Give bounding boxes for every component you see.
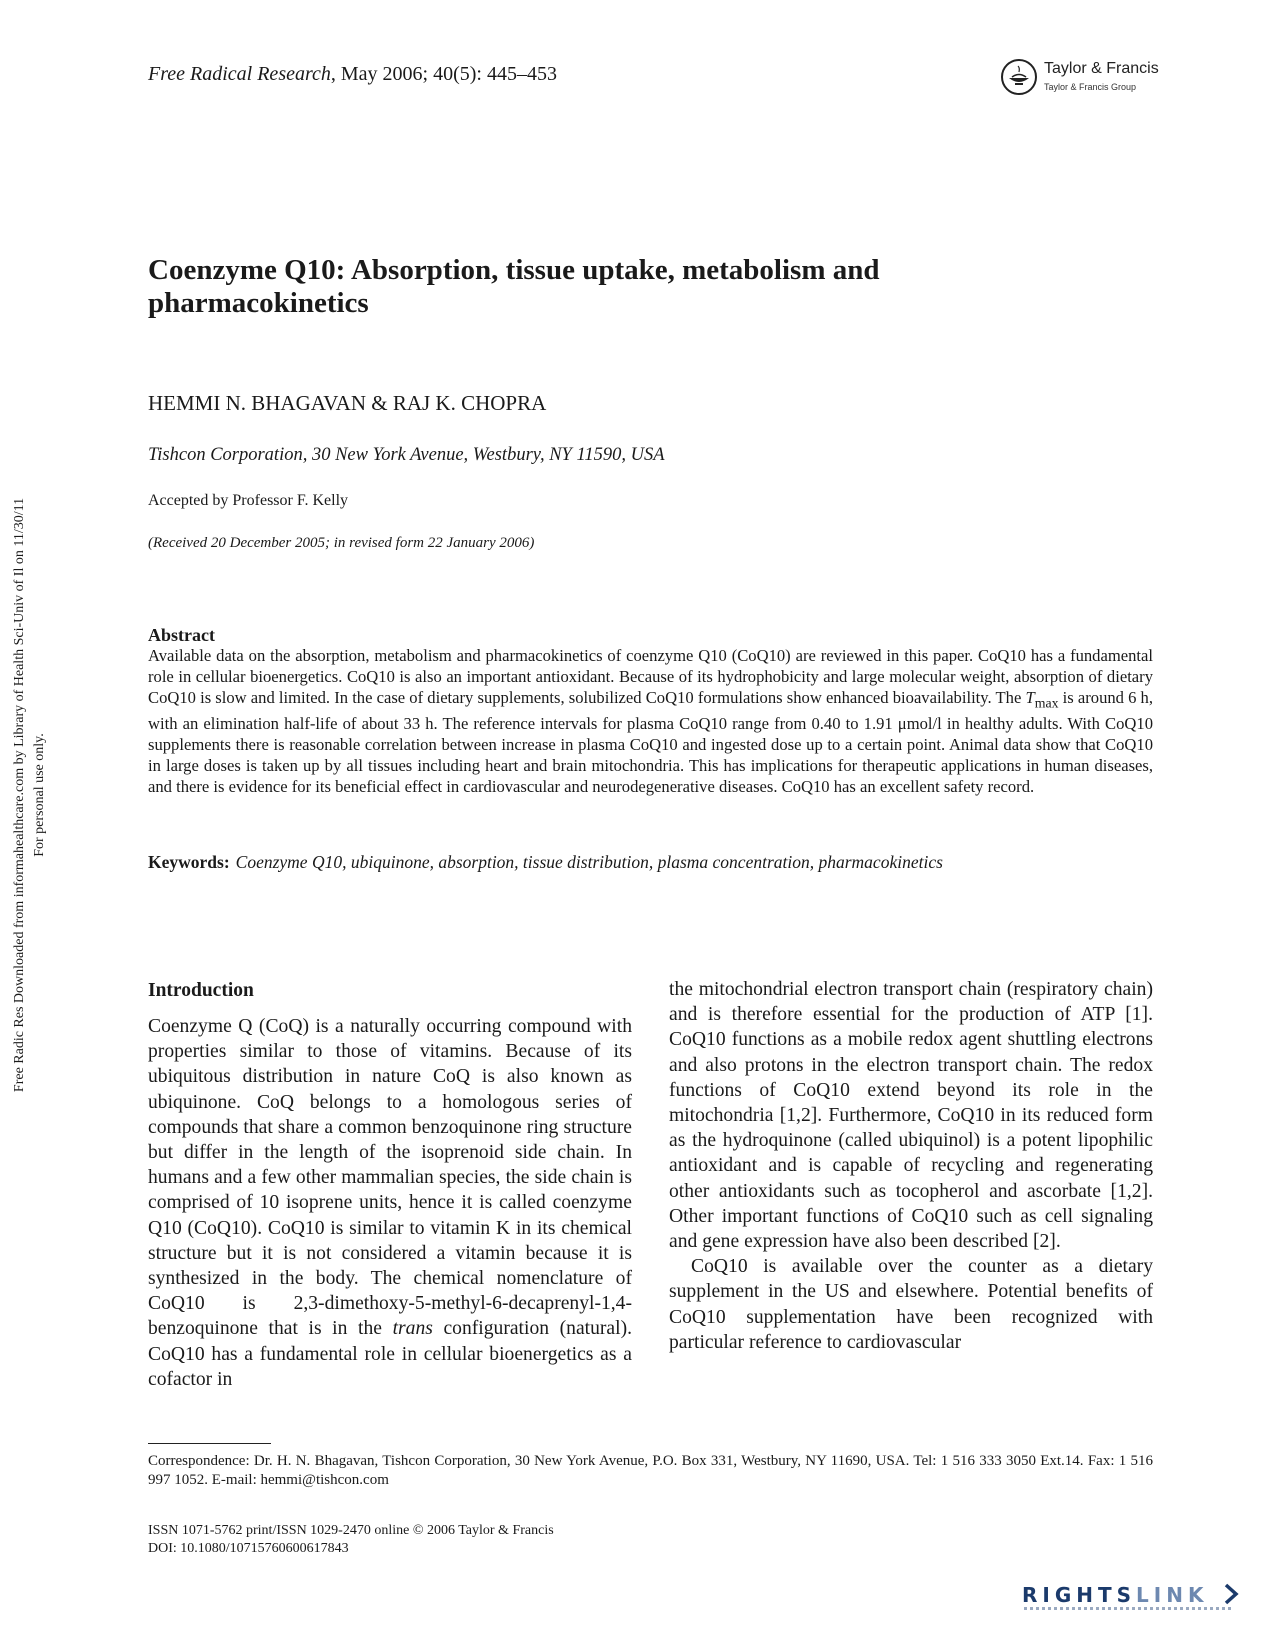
journal-citation bbox=[148, 63, 557, 86]
keywords-label: Keywords: bbox=[148, 852, 230, 872]
teapot-lamp-logo-icon bbox=[1000, 58, 1038, 96]
intro-col2-paragraph-1: the mitochondrial electron transport chain (respiratory chain) and is therefore essential for the production of ATP [1]. CoQ10 functions as a mobile redox agent shuttling electrons and also protons in the electron transport chain. The redox functions of CoQ10 extend beyond its role in the mitochondria [1,2]. Furthermore, CoQ10 in its reduced form as the hydroquinone (called ubiquinol) is a potent lipophilic antioxidant and is capable of recycling and regenerating other antioxidants such as tocopherol and ascorbate [1,2]. Other important functions of CoQ10 such as cell signaling and gene expression have also been described [2]. bbox=[669, 979, 1153, 1253]
journal-volume-pages: , May 2006; 40(5): 445–453 bbox=[330, 63, 557, 85]
issn: ISSN 1071-5762 print/ISSN 1029-2470 online © 2006 Taylor & Francis bbox=[148, 1523, 554, 1538]
journal-title: Free Radical Research bbox=[148, 63, 331, 85]
rightslink-logo[interactable] bbox=[1022, 1583, 1262, 1613]
rightslink-wordmark bbox=[1022, 1583, 1208, 1607]
authors: HEMMI N. BHAGAVAN & RAJ K. CHOPRA bbox=[148, 391, 547, 415]
publisher-logo bbox=[1000, 58, 1160, 98]
download-note-line-2: For personal use only. bbox=[32, 733, 47, 857]
download-note-line-1: Free Radic Res Downloaded from informahealthcare.com by Library of Health Sci-Univ of Il on 11/30/11 bbox=[12, 497, 27, 1093]
publisher-name: Taylor & Francis bbox=[1044, 60, 1159, 77]
intro-col1-text: Coenzyme Q (CoQ) is a naturally occurring compound with properties similar to those of vitamins. Because of its ubiquitous distribution in nature CoQ is also known as ubiquinone. CoQ belongs to a homologous series of compounds that share a common benzoquinone ring structure but differ in the length of the isoprenoid side chain. In humans and a few other mammalian species, the side chain is comprised of 10 isoprene units, hence it is called coenzyme Q10 (CoQ10). CoQ10 is similar to vitamin K in its chemical structure but it is not considered a vitamin because it is synthesized in the body. The chemical nomenclature of CoQ10 is 2,3-dimethoxy-5-methyl-6-decaprenyl-1,4-benzoquinone that is in the bbox=[148, 1016, 632, 1340]
issn-doi-block bbox=[148, 1522, 554, 1558]
body-column-right bbox=[669, 977, 1153, 1355]
footnote-divider bbox=[148, 1443, 271, 1444]
publisher-group: Taylor & Francis Group bbox=[1044, 82, 1137, 92]
chevron-right-icon bbox=[1222, 1582, 1242, 1606]
download-watermark-note bbox=[10, 435, 50, 1155]
keywords-list: Coenzyme Q10, ubiquinone, absorption, tissue distribution, plasma concentration, pharmacokinetics bbox=[235, 852, 943, 872]
affiliation: Tishcon Corporation, 30 New York Avenue, Westbury, NY 11590, USA bbox=[148, 445, 665, 465]
abstract-text-part2: is around 6 h, with an elimination half-life of about 33 h. The reference intervals for plasma CoQ10 range from 0.40 to 1.91 μmol/l in healthy adults. With CoQ10 supplements there is reasonable correlation between increase in plasma CoQ10 and ingested dose up to a certain point. Animal data show that CoQ10 in large doses is taken up by all tissues including heart and brain mitochondria. This has implications for therapeutic applications in human diseases, and there is evidence for its beneficial effect in cardiovascular and neurodegenerative diseases. CoQ10 has an excellent safety record. bbox=[148, 688, 1153, 797]
keywords bbox=[148, 852, 1158, 873]
section-heading-introduction: Introduction bbox=[148, 980, 254, 1001]
rightslink-part2: LINK bbox=[1136, 1583, 1209, 1607]
abstract-heading: Abstract bbox=[148, 625, 215, 645]
tmax-symbol: T bbox=[1025, 688, 1035, 707]
intro-col1-text-end: configuration (natural). CoQ10 has a fundamental role in cellular bioenergetics as a cofactor in bbox=[148, 1318, 632, 1390]
doi: DOI: 10.1080/10715760600617843 bbox=[148, 1541, 349, 1556]
article-title: Coenzyme Q10: Absorption, tissue uptake, metabolism and pharmacokinetics bbox=[148, 254, 880, 319]
tmax-subscript: max bbox=[1034, 695, 1059, 711]
abstract-text bbox=[148, 645, 1153, 797]
rightslink-part1: RIGHTS bbox=[1022, 1583, 1137, 1607]
received-dates: (Received 20 December 2005; in revised form 22 January 2006) bbox=[148, 535, 535, 551]
body-column-left bbox=[148, 1014, 632, 1392]
abstract-text-part1: Available data on the absorption, metabolism and pharmacokinetics of coenzyme Q10 (CoQ10) are reviewed in this paper. CoQ10 has a fundamental role in cellular bioenergetics. CoQ10 is also an important antioxidant. Because of its hydrophobicity and large molecular weight, absorption of dietary CoQ10 is slow and limited. In the case of dietary supplements, solubilized CoQ10 formulations show enhanced bioavailability. The bbox=[148, 646, 1153, 707]
accepted-by: Accepted by Professor F. Kelly bbox=[148, 492, 349, 509]
intro-col2-paragraph-2: CoQ10 is available over the counter as a dietary supplement in the US and elsewhere. Potential benefits of CoQ10 supplementation have been recognized with particular reference to cardiovascular bbox=[669, 1256, 1153, 1353]
rightslink-subline bbox=[1024, 1607, 1234, 1610]
correspondence-footnote: Correspondence: Dr. H. N. Bhagavan, Tishcon Corporation, 30 New York Avenue, P.O. Box 331, Westbury, NY 11690, USA. Tel: 1 516 333 3050 Ext.14. Fax: 1 516 997 1052. E-mail: hemmi@tishcon.com bbox=[148, 1453, 1153, 1488]
intro-trans-italic: trans bbox=[392, 1318, 433, 1340]
